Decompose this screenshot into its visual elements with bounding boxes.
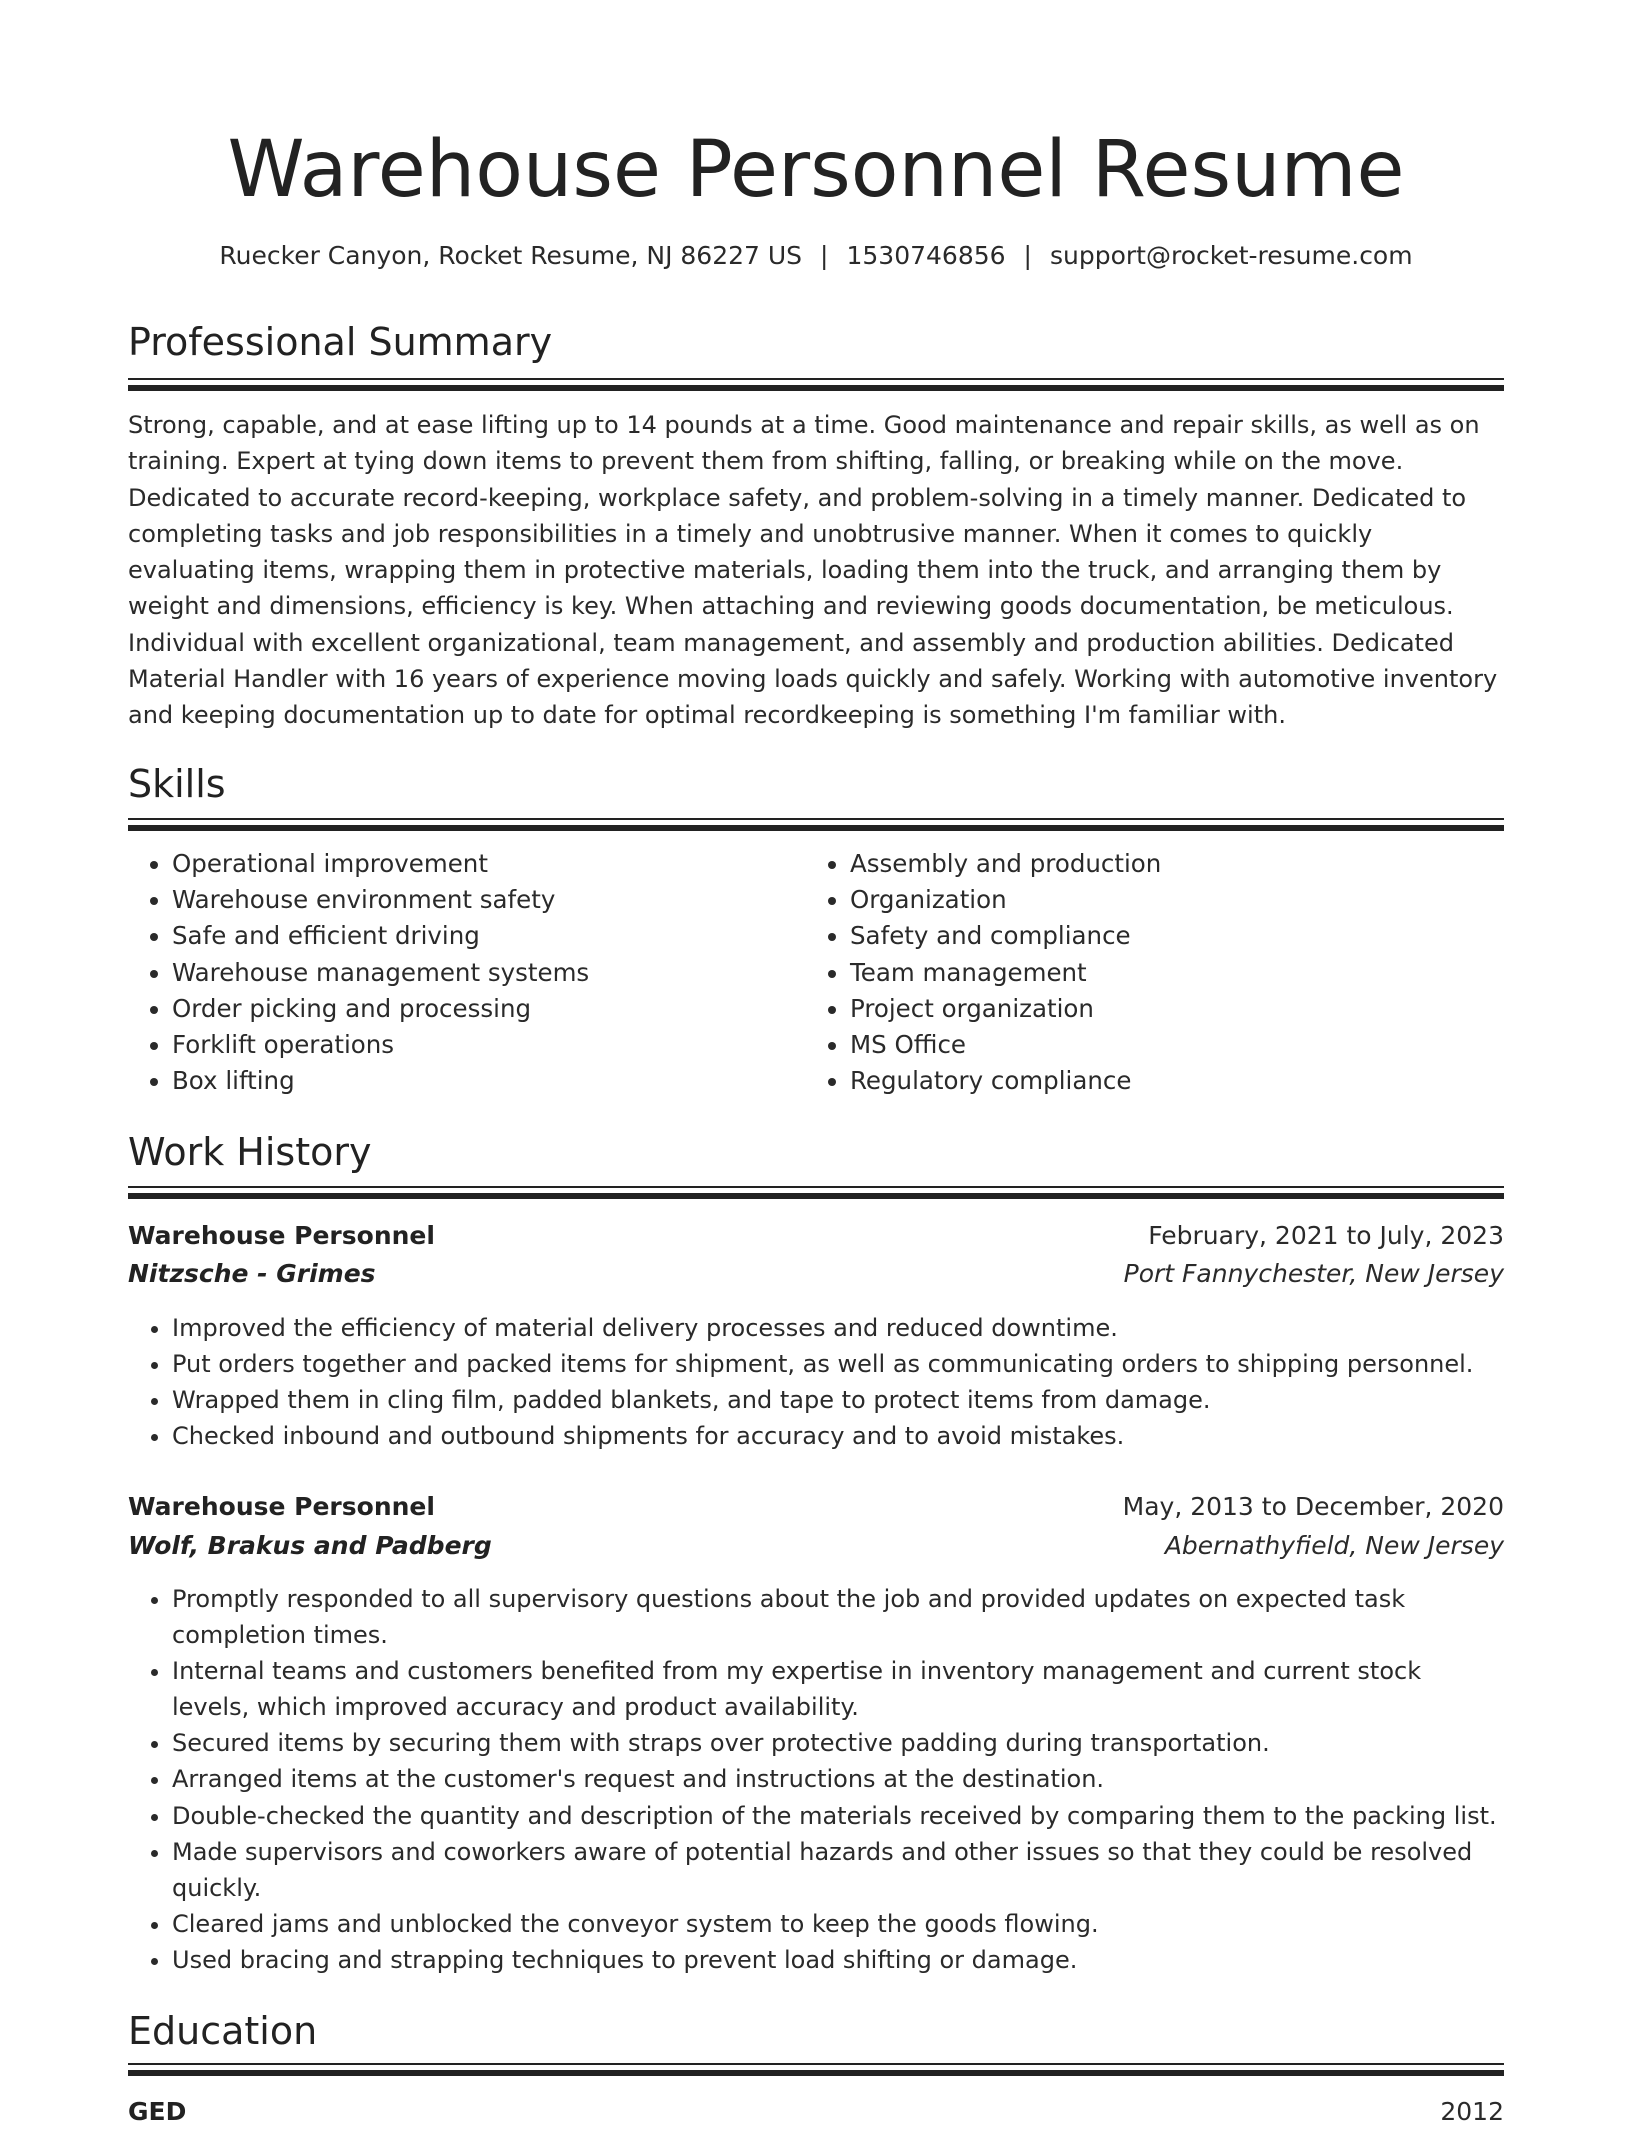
skill-item: • Order picking and processing — [172, 991, 589, 1027]
skill-item: • Warehouse management systems — [172, 955, 589, 991]
skill-item: • MS Office — [850, 1027, 1161, 1063]
job-location: Port Fannychester, New Jersey — [1123, 1259, 1504, 1288]
job-bullet: • Internal teams and customers benefited from my expertise in inventory management and current stock levels, which improved accuracy and product availability. — [172, 1653, 1504, 1725]
job-bullet: • Improved the efficiency of material delivery processes and reduced downtime. — [172, 1310, 1504, 1346]
job-bullet: • Cleared jams and unblocked the conveyor system to keep the goods flowing. — [172, 1906, 1504, 1942]
skill-item: • Box lifting — [172, 1063, 589, 1099]
contact-address: Ruecker Canyon, Rocket Resume, NJ 86227 US — [219, 241, 803, 270]
job-bullet: • Promptly responded to all supervisory questions about the job and provided updates on expected task completion times. — [172, 1581, 1504, 1653]
job-title: Warehouse Personnel — [128, 1221, 435, 1250]
education-divider — [128, 2063, 1504, 2076]
skill-item: • Team management — [850, 955, 1161, 991]
contact-email: support@rocket-resume.com — [1049, 241, 1413, 270]
job-location: Abernathyfield, New Jersey — [1164, 1531, 1504, 1560]
skill-item: • Safety and compliance — [850, 918, 1161, 954]
education-heading: Education — [128, 2009, 318, 2053]
job-dates: May, 2013 to December, 2020 — [1122, 1492, 1504, 1521]
skill-item: • Project organization — [850, 991, 1161, 1027]
skill-item: • Regulatory compliance — [850, 1063, 1161, 1099]
work-heading: Work History — [128, 1130, 372, 1174]
job-bullet: • Put orders together and packed items for shipment, as well as communicating orders to shipping personnel. — [172, 1346, 1504, 1382]
job-bullets — [128, 1310, 1504, 1454]
job-bullet: • Wrapped them in cling film, padded blankets, and tape to protect items from damage. — [172, 1382, 1504, 1418]
skill-item: • Warehouse environment safety — [172, 882, 589, 918]
resume-title: Warehouse Personnel Resume — [227, 125, 1405, 215]
job-bullet: • Secured items by securing them with straps over protective padding during transportation. — [172, 1725, 1504, 1761]
skills-divider — [128, 818, 1504, 831]
skill-item: • Operational improvement — [172, 846, 589, 882]
skill-item: • Organization — [850, 882, 1161, 918]
summary-text: Strong, capable, and at ease lifting up to 14 pounds at a time. Good maintenance and repair skills, as well as on training. Expert at tying down items to prevent them from shifting, falling, or breaking while on the move. Dedicated to accurate record-keeping, workplace safety, and problem-solving in a timely manner. Dedicated to completing tasks and job responsibilities in a timely and unobtrusive manner. When it comes to quickly evaluating items, wrapping them in protective materials, loading them into the truck, and arranging them by weight and dimensions, efficiency is key. When attaching and reviewing goods documentation, be meticulous. Individual with excellent organizational, team management, and assembly and production abilities. Dedicated Material Handler with 16 years of experience moving loads quickly and safely. Working with automotive inventory and keeping documentation up to date for optimal recordkeeping is something I'm familiar with. — [128, 411, 1498, 730]
education-degree: GED — [128, 2097, 187, 2126]
job-bullet: • Used bracing and strapping techniques to prevent load shifting or damage. — [172, 1942, 1504, 1978]
contact-separator: | — [1023, 241, 1032, 270]
contact-phone: 1530746856 — [846, 241, 1006, 270]
job-dates: February, 2021 to July, 2023 — [1148, 1221, 1504, 1250]
contact-line — [128, 238, 1504, 274]
skills-list-left — [128, 846, 589, 1099]
job-title: Warehouse Personnel — [128, 1492, 435, 1521]
skill-item: • Forklift operations — [172, 1027, 589, 1063]
job-company: Nitzsche - Grimes — [128, 1259, 376, 1288]
education-year: 2012 — [1440, 2097, 1504, 2126]
skill-item: • Assembly and production — [850, 846, 1161, 882]
work-divider — [128, 1186, 1504, 1199]
job-bullet: • Checked inbound and outbound shipments for accuracy and to avoid mistakes. — [172, 1418, 1504, 1454]
contact-separator: | — [820, 241, 829, 270]
job-company: Wolf, Brakus and Padberg — [128, 1531, 492, 1560]
job-bullet: • Made supervisors and coworkers aware of potential hazards and other issues so that they could be resolved quickly. — [172, 1834, 1504, 1906]
job-bullet: • Double-checked the quantity and description of the materials received by comparing them to the packing list. — [172, 1798, 1504, 1834]
skill-item: • Safe and efficient driving — [172, 918, 589, 954]
skills-heading: Skills — [128, 762, 226, 806]
summary-heading: Professional Summary — [128, 320, 553, 364]
job-bullets — [128, 1581, 1504, 1978]
summary-divider — [128, 378, 1504, 391]
job-bullet: • Arranged items at the customer's request and instructions at the destination. — [172, 1761, 1504, 1797]
skills-list-right — [806, 846, 1161, 1099]
